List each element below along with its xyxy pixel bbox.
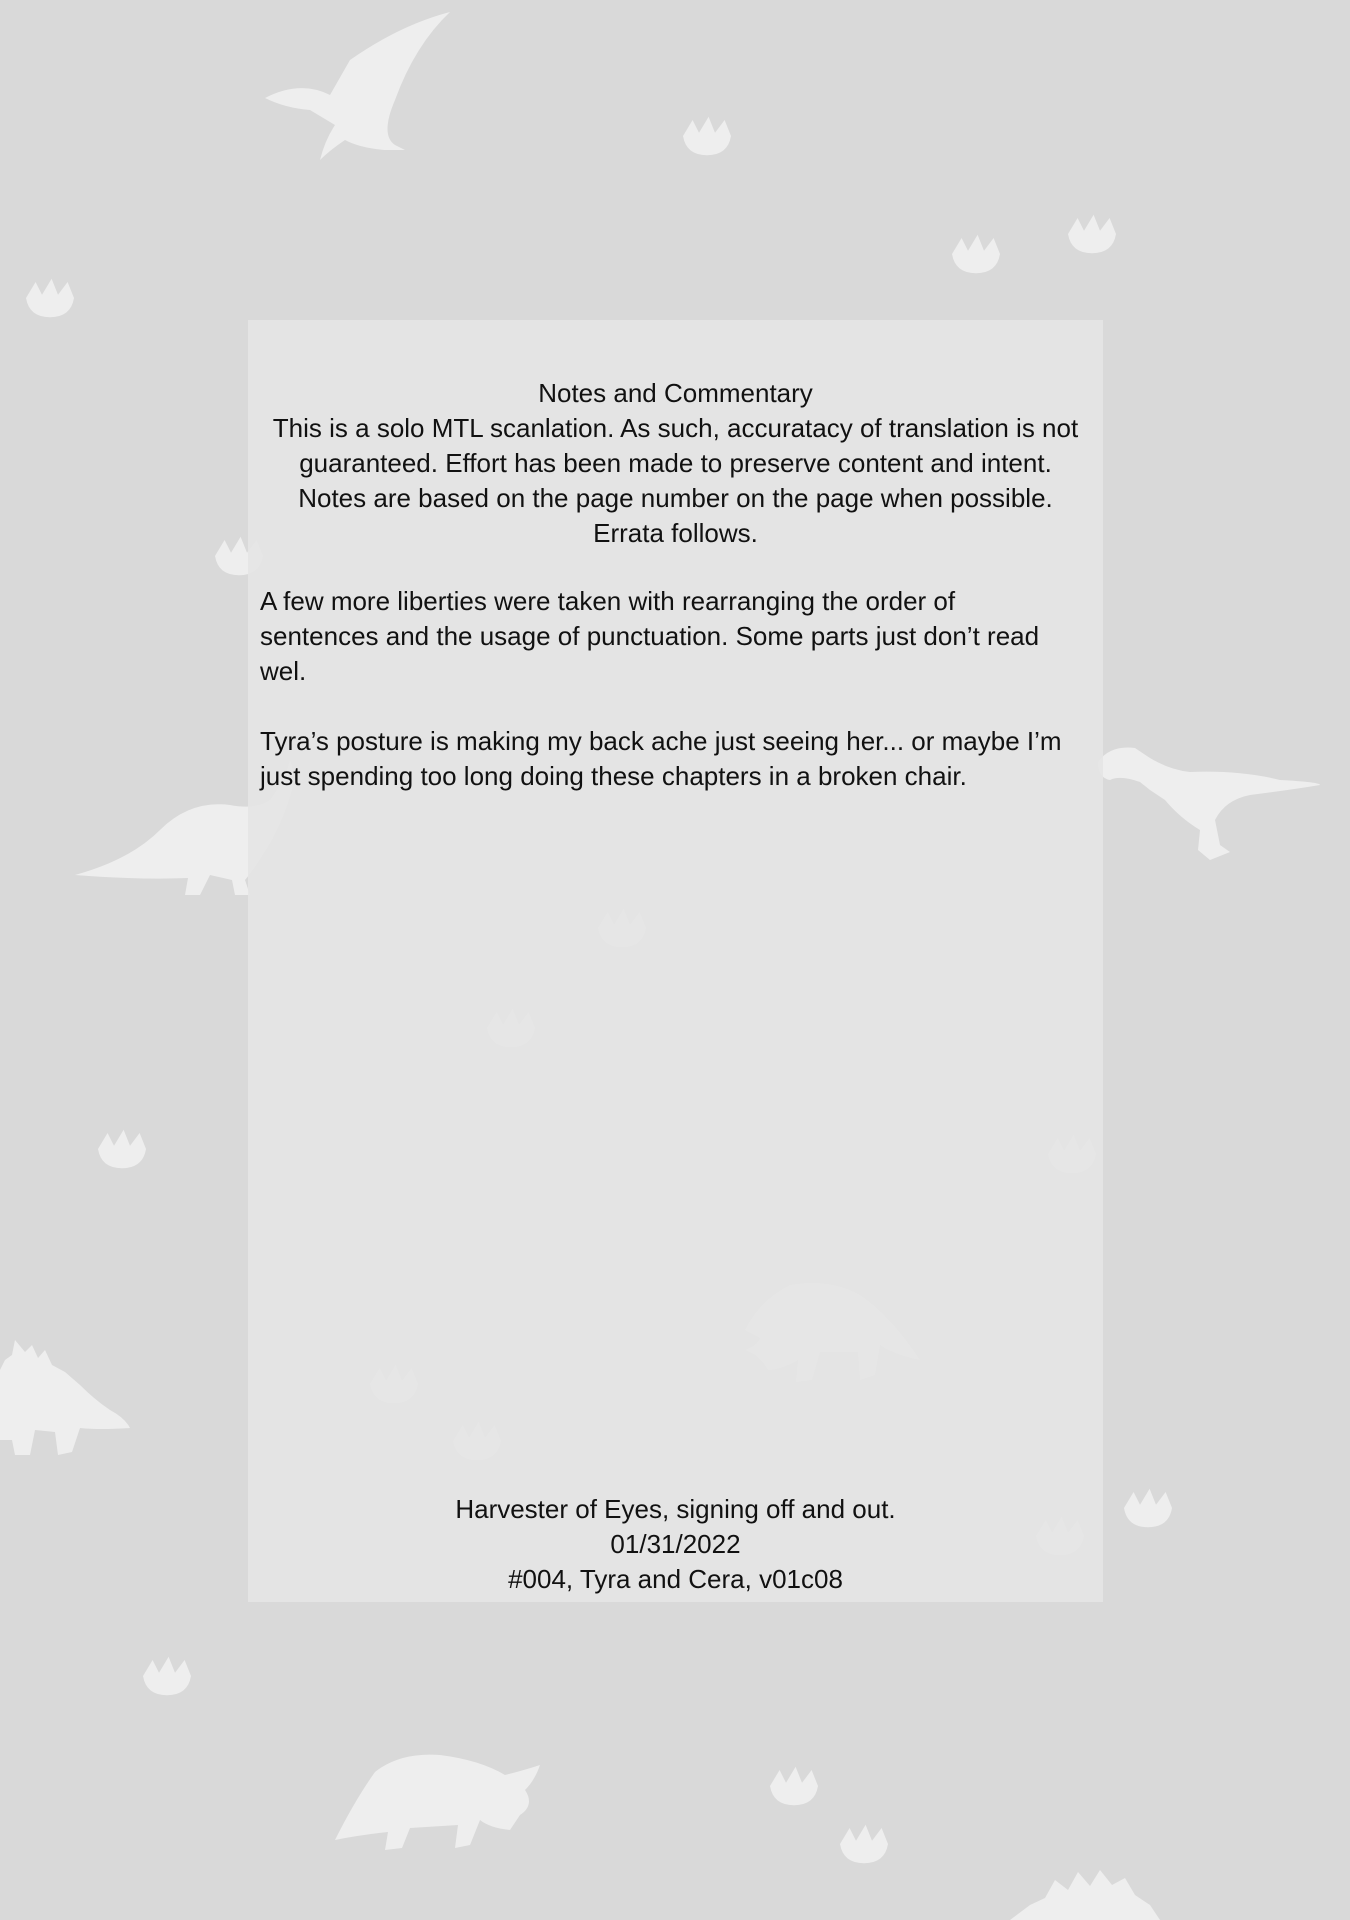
notes-panel [248, 320, 1103, 1602]
paragraph-line: sentences and the usage of punctuation. Some parts just don’t read [260, 621, 1040, 651]
commentary-paragraph-punctuation [260, 584, 1090, 689]
footprint-icon [26, 279, 74, 317]
footprint-icon [1124, 1489, 1172, 1527]
paragraph-line: A few more liberties were taken with rearranging the order of [260, 586, 956, 616]
stegosaurus-silhouette-icon [1010, 1870, 1160, 1920]
footprint-icon [683, 117, 731, 155]
notes-title: Notes and Commentary [538, 378, 813, 408]
stegosaurus-silhouette-icon [0, 1340, 130, 1455]
intro-line: Notes are based on the page number on the page when possible. [298, 483, 1053, 513]
footprint-icon [840, 1825, 888, 1863]
footprint-icon [952, 235, 1000, 273]
commentary-paragraph-posture [260, 724, 1090, 794]
footprint-icon [1068, 215, 1116, 253]
intro-line: guaranteed. Effort has been made to preserve content and intent. [299, 448, 1052, 478]
t-rex-silhouette-icon [1098, 748, 1320, 860]
signoff-date: 01/31/2022 [610, 1529, 741, 1559]
intro-line: Errata follows. [593, 518, 758, 548]
paragraph-line: wel. [260, 656, 307, 686]
paragraph-line: Tyra’s posture is making my back ache just seeing her... or maybe I’m [260, 726, 1062, 756]
footprint-icon [143, 1657, 191, 1695]
intro-line: This is a solo MTL scanlation. As such, accuratacy of translation is not [272, 413, 1079, 443]
paragraph-line: just spending too long doing these chapters in a broken chair. [260, 761, 967, 791]
notes-header-block [248, 376, 1103, 551]
triceratops-silhouette-icon [335, 1755, 540, 1850]
signoff-line: Harvester of Eyes, signing off and out. [455, 1494, 896, 1524]
footprint-icon [98, 1130, 146, 1168]
signoff-chapter: #004, Tyra and Cera, v01c08 [508, 1564, 843, 1594]
footprint-icon [770, 1767, 818, 1805]
pterodactyl-silhouette-icon [265, 12, 450, 160]
signoff-block [248, 1492, 1103, 1597]
